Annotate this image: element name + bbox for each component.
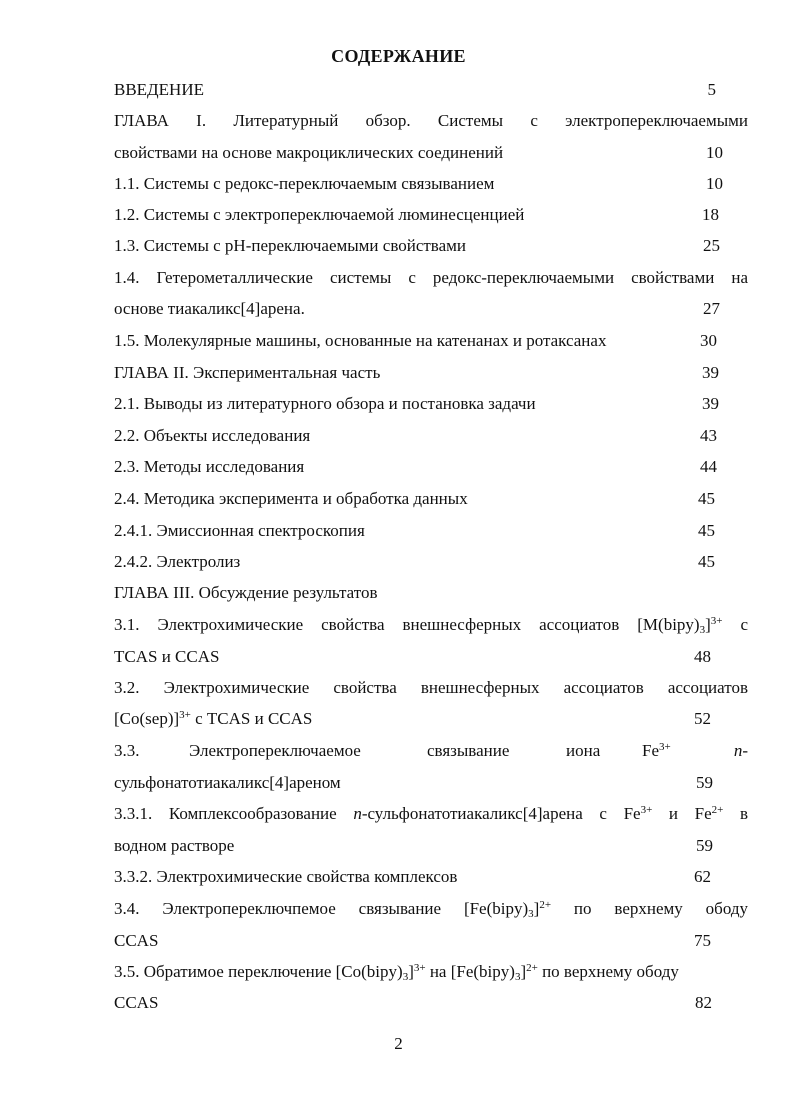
toc-page-number: 18 (702, 205, 719, 224)
toc-page-number: 30 (700, 331, 717, 350)
toc-page-number: 48 (694, 647, 711, 666)
toc-entry-3-3-1-line-1: 3.3.1. Комплексообразование n-сульфонатотиакаликс[4]арена с $Fe^{3+}$ и $Fe^{2+}$ в (114, 803, 749, 823)
toc-entry-3-4-line-2: CCAS (114, 931, 159, 950)
toc-page-number: 10 (706, 143, 723, 162)
toc-entry-1-1: 1.1. Системы с редокс-переключаемым связыванием (114, 174, 495, 193)
toc-entry-2-4-1: 2.4.1. Эмиссионная спектроскопия (114, 521, 365, 540)
toc-page-number: 62 (694, 867, 711, 886)
toc-entry-3-2-line-2: $[Co(sep)]^{3+}$ с TCAS и CCAS (114, 708, 313, 728)
toc-entry-introduction: ВВЕДЕНИЕ (114, 80, 204, 99)
toc-entry-3-5-line-1: 3.5. Обратимое переключение $[Co(bipy)_3]^{3+}$ на $[Fe(bipy)_3]^{2+}$ по верхнему ободу (114, 961, 679, 983)
toc-page-number: 75 (694, 931, 711, 950)
toc-entry-1-5: 1.5. Молекулярные машины, основанные на катенанах и ротаксанах (114, 331, 607, 350)
toc-entry-1-2: 1.2. Системы с электропереключаемой люминесценцией (114, 205, 525, 224)
toc-entry-3-3-2: 3.3.2. Электрохимические свойства комплексов (114, 867, 458, 886)
toc-page-number: 27 (703, 299, 720, 318)
toc-entry-3-4-line-1: 3.4. Электропереключпемое связывание $[Fe(bipy)_3]^{2+}$ по верхнему ободу (114, 898, 748, 920)
toc-page-number: 45 (698, 521, 715, 540)
toc-entry-2-4-2: 2.4.2. Электролиз (114, 552, 241, 571)
toc-page-number: 25 (703, 236, 720, 255)
toc-page-number: 59 (696, 773, 713, 792)
toc-entry-1-4-line-1: 1.4. Гетерометаллические системы с редокс-переключаемыми свойствами на (114, 268, 748, 287)
toc-page-number: 45 (698, 489, 715, 508)
toc-entry-2-2: 2.2. Объекты исследования (114, 426, 311, 445)
toc-entry-3-3-line-2: сульфонатотиакаликс[4]ареном (114, 773, 341, 792)
toc-entry-2-3: 2.3. Методы исследования (114, 457, 305, 476)
toc-entry-3-3-word: иона (566, 741, 601, 760)
page-title: СОДЕРЖАНИЕ (331, 46, 466, 66)
toc-entry-3-2-line-1: 3.2. Электрохимические свойства внешнесферных ассоциатов ассоциатов (114, 678, 748, 697)
toc-entry-2-1: 2.1. Выводы из литературного обзора и постановка задачи (114, 394, 536, 413)
toc-entry-chapter-3: ГЛАВА III. Обсуждение результатов (114, 583, 378, 602)
document-page: СОДЕРЖАНИЕ ВВЕДЕНИЕ 5 ГЛАВА I. Литературный обзор. Системы с электропереключаемыми свойствами на основе макроциклических соединений 10 1.1. Системы с редокс-переключаемым связыванием 10 1.2. Системы с электропереключаемой люминесценцией 18 1.3. Системы с рН-переключаемыми свойствами 25 1.4. Гетерометаллические системы с редокс-переключаемыми свойствами на основе тиакаликс[4]арена. 27 1.5. Молекулярные машины, основанные на катенанах и ротаксанах 30 ГЛАВА II. Экспериментальная часть 39 2.1. Выводы из литературного обзора и постановка задачи 39 2.2. Объекты исследования 43 2.3. Методы исследования 44 2.4. Методика эксперимента и обработка данных 45 2.4.1. Эмиссионная спектроскопия 45 2.4.2. Электролиз 45 ГЛАВА III. Обсуждение результатов 3.1. Электрохимические свойства внешнесферных ассоциатов $[M(bipy)_3]^{3+}$ с TCAS и CCAS 48 3.2. Электрохимические свойства внешнесферных ассоциатов ассоциатов $[Co(sep)]^{3+}$ с TCAS и CCAS 52 3.3. Электропереключаемое связывание иона $Fe^{3+}$ n- сульфонатотиакаликс[4]ареном 59 3.3.1. Комплексообразование n-сульфонатотиакаликс[4]арена с $Fe^{3+}$ и $Fe^{2+}$ в водном растворе 59 3.3.2. Электрохимические свойства комплексов 62 3.4. Электропереключпемое связывание $[Fe(bipy)_3]^{2+}$ по верхнему ободу CCAS 75 3.5. Обратимое переключение $[Co(bipy)_3]^{3+}$ на $[Fe(bipy)_3]^{2+}$ по верхнему ободу CCAS 82 2 (0, 0, 797, 1095)
toc-entry-1-3: 1.3. Системы с рН-переключаемыми свойствами (114, 236, 467, 255)
toc-entry-chapter-2: ГЛАВА II. Экспериментальная часть (114, 363, 381, 382)
toc-page-number: 59 (696, 836, 713, 855)
toc-entry-3-1-line-1: 3.1. Электрохимические свойства внешнесферных ассоциатов $[M(bipy)_3]^{3+}$ с (114, 614, 749, 636)
toc-page-number: 45 (698, 552, 715, 571)
page-number: 2 (394, 1034, 403, 1053)
toc-page-number: 39 (702, 363, 719, 382)
toc-page-number: 39 (702, 394, 719, 413)
toc-page-number: 52 (694, 709, 711, 728)
toc-entry-2-4: 2.4. Методика эксперимента и обработка данных (114, 489, 468, 508)
toc-page-number: 43 (700, 426, 717, 445)
toc-page-number: 44 (700, 457, 717, 476)
toc-entry-3-5-line-2: CCAS (114, 993, 159, 1012)
toc-page-number: 82 (695, 993, 712, 1012)
toc-entry-chapter-1-line-2: свойствами на основе макроциклических соединений (114, 143, 504, 162)
toc-entry-chapter-1-line-1: ГЛАВА I. Литературный обзор. Системы с электропереключаемыми (114, 111, 748, 130)
toc-entry-1-4-line-2: основе тиакаликс[4]арена. (114, 299, 305, 318)
toc-entry-3-1-line-2: TCAS и CCAS (114, 647, 220, 666)
toc-page-number: 5 (707, 80, 716, 99)
toc-entry-3-3-1-line-2: водном растворе (114, 836, 235, 855)
toc-page-number: 10 (706, 174, 723, 193)
